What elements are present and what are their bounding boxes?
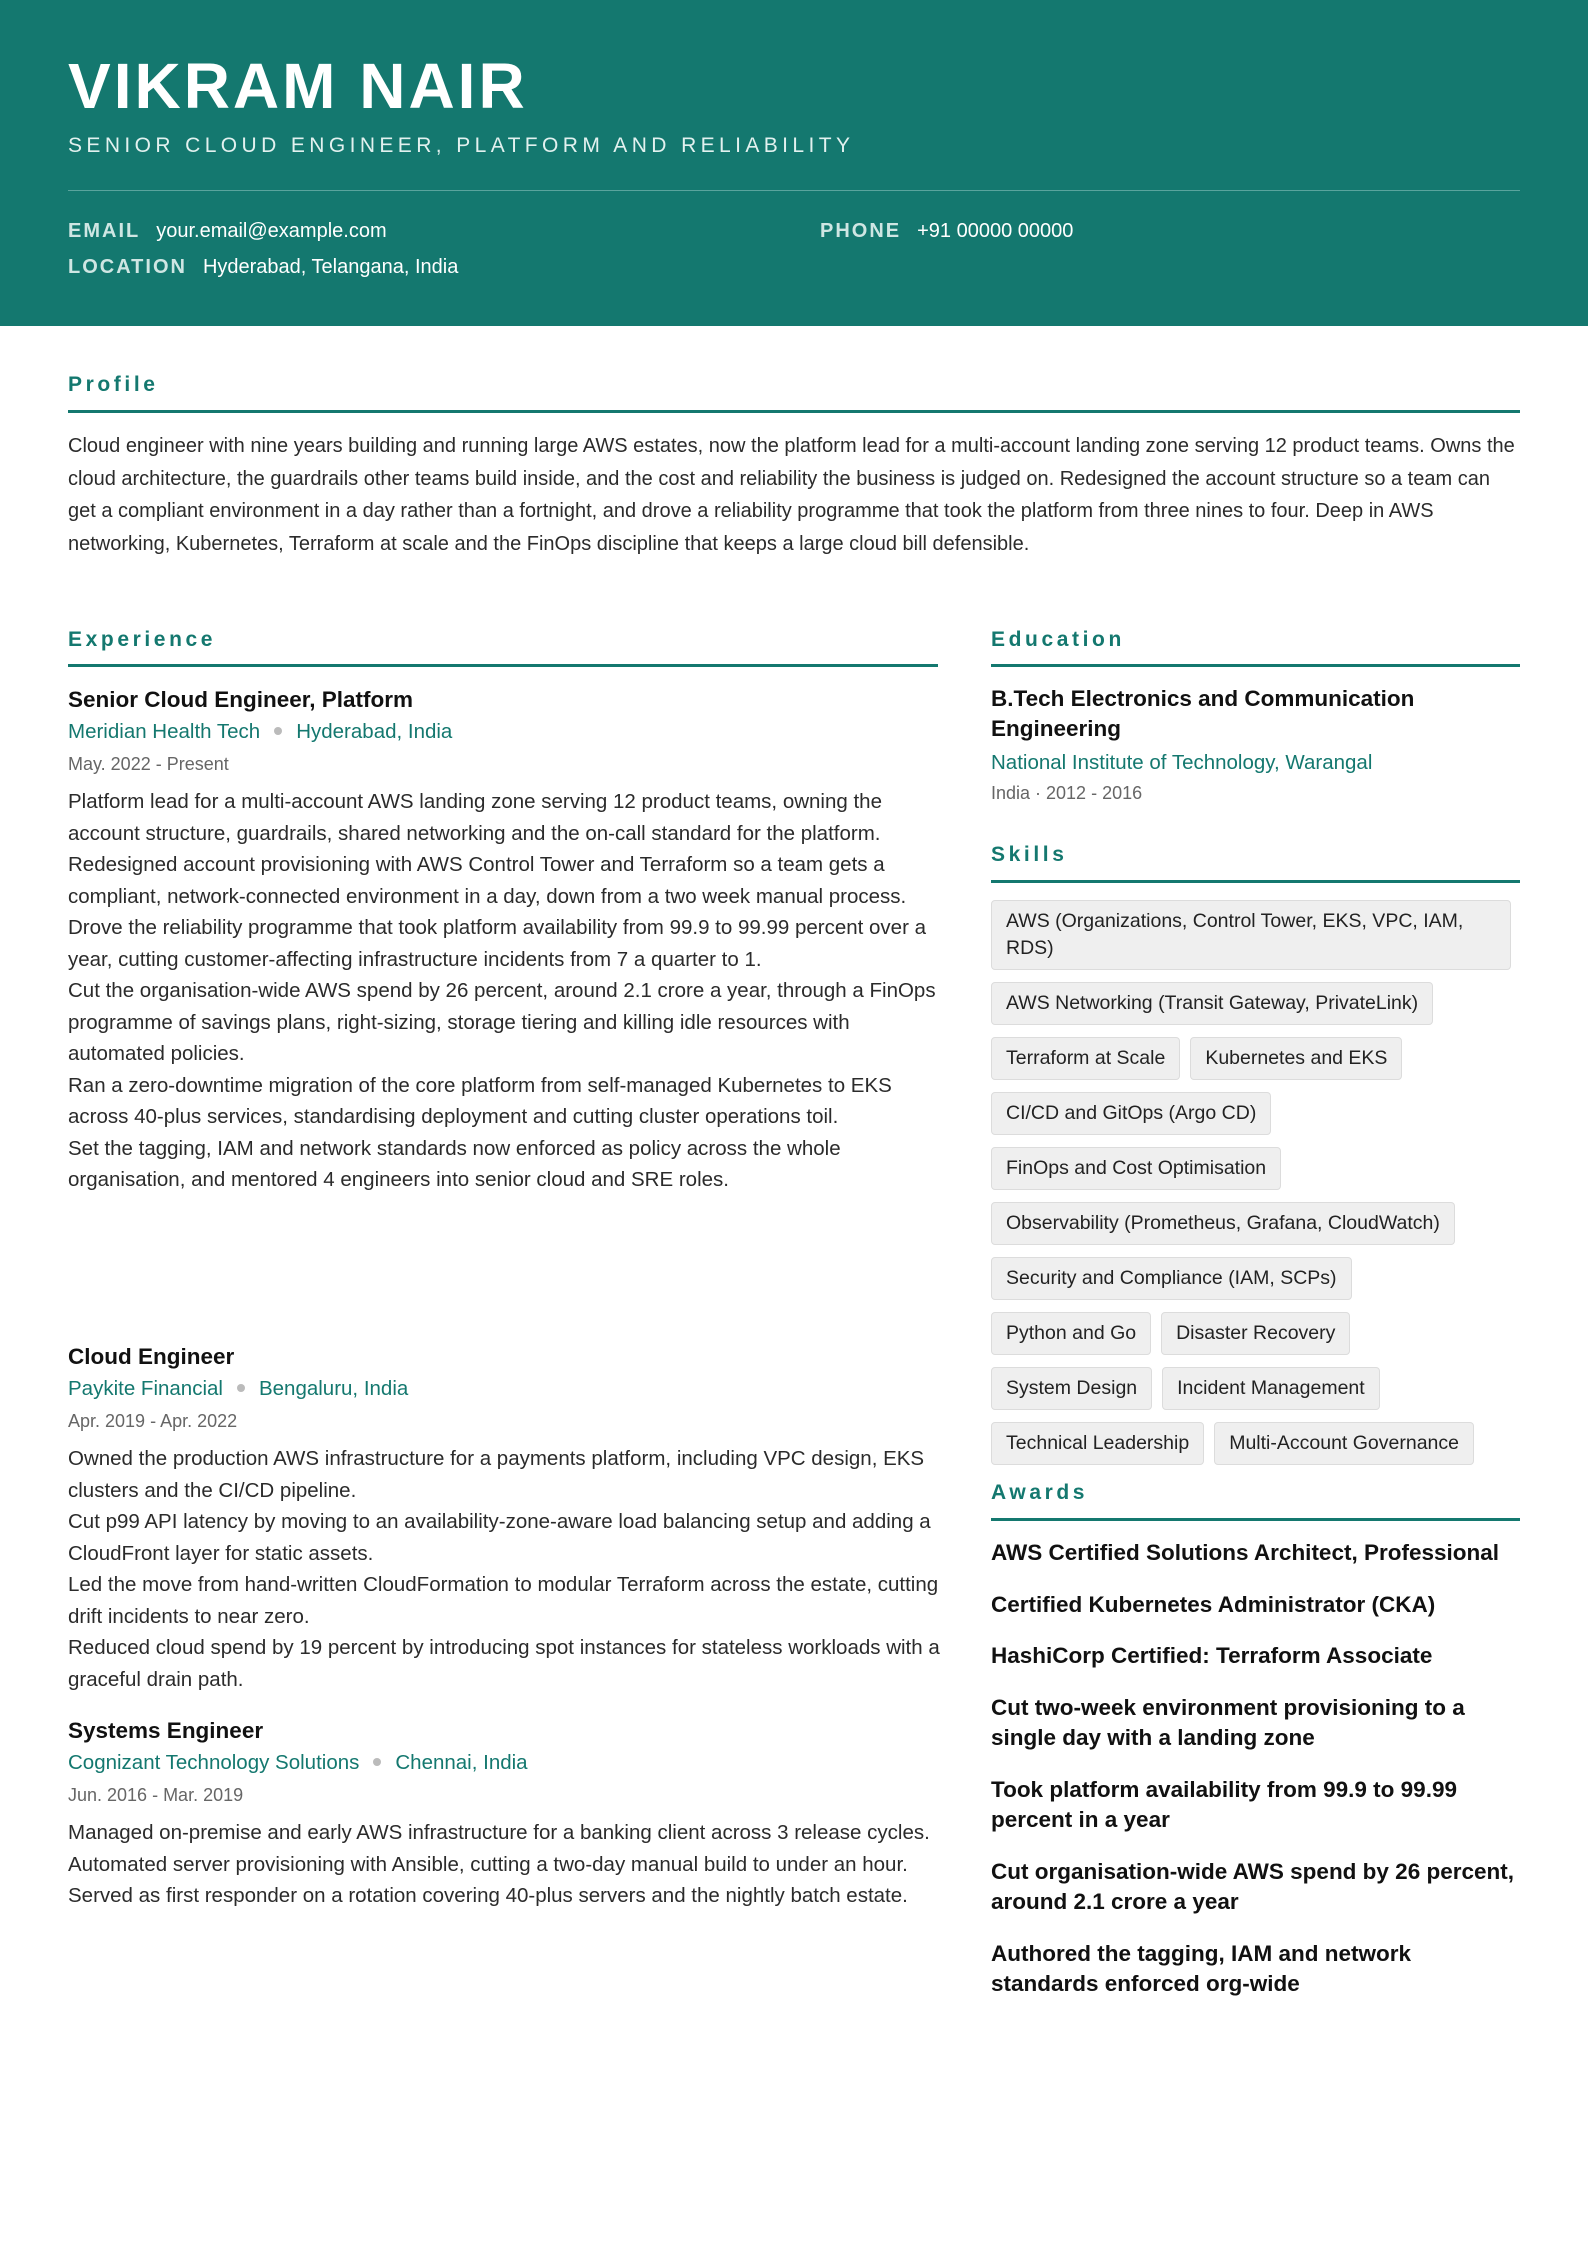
location-value: Hyderabad, Telangana, India: [202, 256, 459, 278]
job-bullet: Set the tagging, IAM and network standards now enforced as policy across the whole organisation, and mentored 4 engineers into senior cloud and SRE roles.: [68, 1136, 841, 1191]
contact-location: [68, 254, 458, 280]
skill-chip: System Design: [991, 1367, 1152, 1410]
job-dates: Apr. 2019 - Apr. 2022: [68, 1411, 238, 1431]
award-item: Cut organisation-wide AWS spend by 26 percent, around 2.1 crore a year: [991, 1858, 1514, 1914]
profile-summary: Cloud engineer with nine years building and running large AWS estates, now the platform lead for a multi-account landing zone serving 12 product teams. Owns the cloud architecture, the guardrails other teams build inside, and the cost and reliability the business is judged on. Redesigned the account structure so a team can get a compliant environment in a day rather than a fortnight, and drove a reliability programme that took the platform from three nines to four. Deep in AWS networking, Kubernetes, Terraform at scale and the FinOps discipline that keeps a large cloud bill defensible.: [68, 435, 1515, 555]
skill-chip: Security and Compliance (IAM, SCPs): [991, 1257, 1352, 1300]
job-bullet: Platform lead for a multi-account AWS landing zone serving 12 product teams, owning the account structure, guardrails, shared networking and the on-call standard for the platform.: [68, 790, 882, 845]
job-bullet: Cut the organisation-wide AWS spend by 26 percent, around 2.1 crore a year, through a FinOps programme of savings plans, right-sizing, storage tiering and killing idle resources with automated policies.: [68, 979, 936, 1065]
education-school: National Institute of Technology, Warangal: [991, 751, 1373, 774]
skill-chip: AWS (Organizations, Control Tower, EKS, VPC, IAM, RDS): [991, 900, 1511, 970]
awards-section-rule: [991, 1518, 1520, 1521]
job-bullet: Owned the production AWS infrastructure for a payments platform, including VPC design, EKS clusters and the CI/CD pipeline.: [68, 1447, 925, 1502]
job-bullets: [68, 1817, 948, 1912]
job-dates: Jun. 2016 - Mar. 2019: [68, 1785, 244, 1805]
education-degree: B.Tech Electronics and Communication Engineering: [991, 686, 1415, 741]
skill-chip: Technical Leadership: [991, 1422, 1204, 1465]
skill-chip: Disaster Recovery: [1161, 1312, 1350, 1355]
skills-list: [991, 900, 1521, 1465]
job-bullet: Led the move from hand-written CloudFormation to modular Terraform across the estate, cutting drift incidents to near zero.: [68, 1573, 939, 1628]
skill-chip: Multi-Account Governance: [1214, 1422, 1474, 1465]
job-bullet: Drove the reliability programme that took platform availability from 99.9 to 99.99 percent over a year, cutting customer-affecting infrastructure incidents from 7 a quarter to 1.: [68, 916, 926, 971]
awards-list: [991, 1538, 1521, 2021]
job-bullets: [68, 1443, 948, 1695]
job-meta: [68, 718, 452, 746]
job-bullet: Cut p99 API latency by moving to an availability-zone-aware load balancing setup and adding a CloudFront layer for static assets.: [68, 1510, 931, 1565]
job-title: Systems Engineer: [68, 1718, 264, 1743]
job-company: Paykite Financial: [68, 1377, 223, 1400]
job-dates: May. 2022 - Present: [68, 754, 229, 774]
skill-chip: Observability (Prometheus, Grafana, CloudWatch): [991, 1202, 1455, 1245]
separator-dot-icon: [274, 727, 282, 735]
contact-email: [68, 218, 387, 244]
profile-section-title: Profile: [68, 373, 159, 396]
candidate-role: SENIOR CLOUD ENGINEER, PLATFORM AND RELIABILITY: [68, 134, 855, 157]
job-bullets: [68, 786, 948, 1196]
experience-section-title: Experience: [68, 628, 217, 651]
job-meta: [68, 1749, 528, 1777]
job-company: Cognizant Technology Solutions: [68, 1751, 360, 1774]
award-item: AWS Certified Solutions Architect, Professional: [991, 1540, 1499, 1565]
awards-section-title: Awards: [991, 1481, 1089, 1504]
job-location: Chennai, India: [395, 1751, 528, 1774]
profile-section-rule: [68, 410, 1520, 413]
education-section-rule: [991, 664, 1520, 667]
job-title: Cloud Engineer: [68, 1344, 235, 1369]
job-bullet: Managed on-premise and early AWS infrastructure for a banking client across 3 release cycles.: [68, 1821, 930, 1844]
job-location: Hyderabad, India: [296, 720, 453, 743]
award-item: Took platform availability from 99.9 to 99.99 percent in a year: [991, 1776, 1457, 1832]
skill-chip: CI/CD and GitOps (Argo CD): [991, 1092, 1271, 1135]
job-company: Meridian Health Tech: [68, 720, 261, 743]
job-meta: [68, 1375, 408, 1403]
separator-dot-icon: [373, 1758, 381, 1766]
phone-label: PHONE: [820, 220, 902, 242]
skills-section-title: Skills: [991, 843, 1068, 866]
job-bullet: Automated server provisioning with Ansible, cutting a two-day manual build to under an hour.: [68, 1852, 908, 1876]
job-bullet: Ran a zero-downtime migration of the core platform from self-managed Kubernetes to EKS across 40-plus services, standardising deployment and cutting cluster operations toil.: [68, 1073, 892, 1128]
award-item: Authored the tagging, IAM and network standards enforced org-wide: [991, 1940, 1411, 1996]
job-bullet: Served as first responder on a rotation covering 40-plus servers and the nightly batch estate.: [68, 1884, 908, 1907]
job-bullet: Redesigned account provisioning with AWS Control Tower and Terraform so a team gets a compliant, network-connected environment in a day, down from a two week manual process.: [68, 853, 907, 908]
skill-chip: AWS Networking (Transit Gateway, PrivateLink): [991, 982, 1433, 1025]
location-label: LOCATION: [68, 256, 187, 278]
resume-header: [0, 0, 1588, 326]
skill-chip: Terraform at Scale: [991, 1037, 1180, 1080]
job-bullet: Reduced cloud spend by 19 percent by introducing spot instances for stateless workloads with a graceful drain path.: [68, 1636, 940, 1691]
skills-section-rule: [991, 880, 1520, 883]
award-item: Certified Kubernetes Administrator (CKA): [991, 1591, 1436, 1617]
skill-chip: Python and Go: [991, 1312, 1151, 1355]
phone-value[interactable]: +91 00000 00000: [917, 220, 1074, 242]
candidate-name: VIKRAM NAIR: [68, 50, 528, 122]
skill-chip: Kubernetes and EKS: [1190, 1037, 1402, 1080]
job-title: Senior Cloud Engineer, Platform: [68, 687, 414, 712]
award-item: Cut two-week environment provisioning to a single day with a landing zone: [991, 1694, 1465, 1750]
contact-phone: [820, 218, 1073, 244]
job-location: Bengaluru, India: [258, 1377, 409, 1400]
experience-section-rule: [68, 664, 938, 667]
separator-dot-icon: [237, 1384, 245, 1392]
skill-chip: FinOps and Cost Optimisation: [991, 1147, 1281, 1190]
header-divider: [68, 190, 1520, 191]
education-meta: India · 2012 - 2016: [991, 783, 1143, 803]
email-value[interactable]: your.email@example.com: [156, 220, 387, 242]
award-item: HashiCorp Certified: Terraform Associate: [991, 1643, 1433, 1668]
education-section-title: Education: [991, 628, 1125, 651]
email-label: EMAIL: [68, 220, 141, 242]
skill-chip: Incident Management: [1162, 1367, 1380, 1410]
